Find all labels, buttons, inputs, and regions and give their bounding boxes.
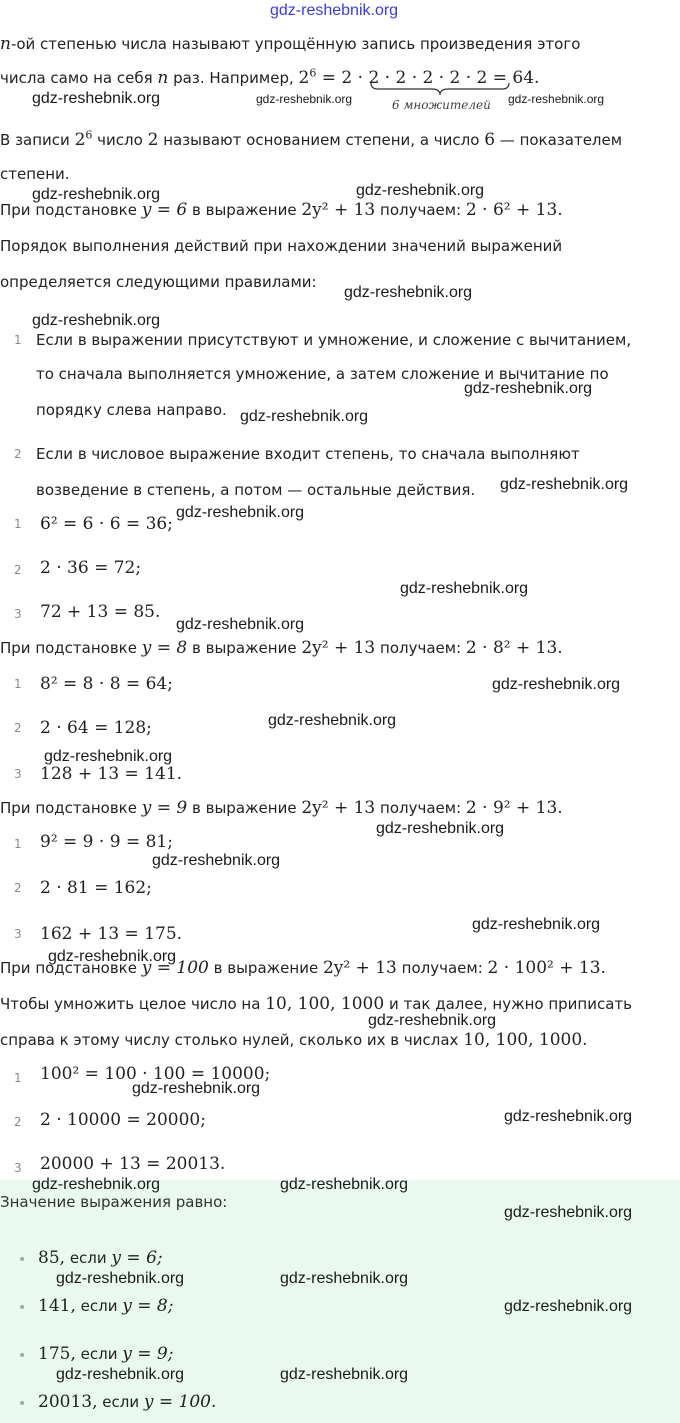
watermark: gdz-reshebnik.org <box>268 712 397 729</box>
t: y = 9; <box>122 1344 174 1364</box>
rule-1-line-2: то сначала выполняется умножение, а затем сложение и вычитание по <box>36 365 609 383</box>
t: 20013, <box>38 1392 98 1412</box>
t: 2 · 8² + 13. <box>465 638 563 658</box>
t: если <box>69 1249 107 1267</box>
t: 2 <box>147 130 159 150</box>
watermark: gdz-reshebnik.org <box>508 92 605 106</box>
note-line-1 <box>0 994 632 1014</box>
substitution-y100 <box>0 958 606 978</box>
rule-2-line-1: Если в числовое выражение входит степень, то сначала выполняют <box>36 445 580 463</box>
t: если <box>80 1297 118 1315</box>
answer-block <box>0 1176 680 1423</box>
t: 2y² + 13 <box>301 200 376 220</box>
step: 162 + 13 = 175. <box>40 924 183 944</box>
t: — показателем <box>499 131 623 149</box>
intro-text-2: числа само на себя <box>0 69 153 87</box>
watermark: gdz-reshebnik.org <box>32 90 161 107</box>
note-line-2 <box>0 1030 588 1050</box>
t: y = 8 <box>141 638 188 658</box>
rules-intro-2: определяется следующими правилами: <box>0 273 317 291</box>
bullet: • <box>18 1300 27 1316</box>
watermark: gdz-reshebnik.org <box>240 408 369 425</box>
step: 9² = 9 · 9 = 81; <box>40 832 173 852</box>
t: в выражение <box>192 639 297 657</box>
rule-1-line-3: порядку слева направо. <box>36 401 227 419</box>
t: называют основанием степени, а число <box>163 131 480 149</box>
step: 2 · 64 = 128; <box>40 718 152 738</box>
watermark: gdz-reshebnik.org <box>464 380 593 397</box>
answer-item <box>38 1344 173 1364</box>
step-number: 1 <box>14 1071 22 1085</box>
watermark: gdz-reshebnik.org <box>500 476 629 493</box>
watermark: gdz-reshebnik.org <box>344 284 473 301</box>
watermark: gdz-reshebnik.org <box>48 948 177 965</box>
watermark: gdz-reshebnik.org <box>504 1204 633 1221</box>
t: 85, <box>38 1248 66 1268</box>
t: число <box>97 131 143 149</box>
t: 2 · 9² + 13. <box>465 798 563 818</box>
watermark: gdz-reshebnik.org <box>256 92 353 106</box>
intro-line-3 <box>0 130 622 150</box>
t: y = 100 <box>141 958 209 978</box>
substitution-y8 <box>0 638 563 658</box>
t: Чтобы умножить целое число на <box>0 995 261 1013</box>
step: 2 · 81 = 162; <box>40 878 152 898</box>
watermark: gdz-reshebnik.org <box>368 1012 497 1029</box>
substitution-y6 <box>0 200 563 220</box>
power-product: = 2 · 2 · 2 · 2 · 2 · 2 = 64. <box>321 68 540 88</box>
rule-number: 1 <box>14 333 22 347</box>
step-number: 1 <box>14 837 22 851</box>
t: При подстановке <box>0 959 137 977</box>
watermark: gdz-reshebnik.org <box>132 1080 261 1097</box>
step-number: 3 <box>14 767 22 781</box>
brace-label: 6 множителей <box>392 98 491 112</box>
watermark: gdz-reshebnik.org <box>32 312 161 329</box>
t: При подстановке <box>0 799 137 817</box>
underbrace <box>370 82 510 96</box>
watermark: gdz-reshebnik.org <box>56 1366 185 1383</box>
t: и так далее, нужно приписать <box>388 995 632 1013</box>
step: 20000 + 13 = 20013. <box>40 1154 226 1174</box>
t: 10, 100, 1000. <box>463 1030 588 1050</box>
t: 2 <box>74 130 86 150</box>
step-number: 3 <box>14 927 22 941</box>
rule-1-line-1: Если в выражении присутствуют и умножение, и сложение с вычитанием, <box>36 331 632 349</box>
intro-line-1 <box>0 34 580 54</box>
answer-item <box>38 1296 173 1316</box>
step-number: 1 <box>14 517 22 531</box>
t: При подстановке <box>0 639 137 657</box>
watermark: gdz-reshebnik.org <box>400 580 529 597</box>
power-base: 2 <box>298 68 310 88</box>
t: 6 <box>484 130 496 150</box>
t: y = 8; <box>122 1296 174 1316</box>
bullet: • <box>18 1396 27 1412</box>
watermark: gdz-reshebnik.org <box>504 1298 633 1315</box>
t: 6 <box>85 128 93 142</box>
t: получаем: <box>401 959 483 977</box>
t: в выражение <box>192 201 297 219</box>
step-number: 3 <box>14 607 22 621</box>
t: получаем: <box>380 639 462 657</box>
t: y = 100. <box>143 1392 217 1412</box>
bullet: • <box>18 1348 27 1364</box>
step-number: 2 <box>14 881 22 895</box>
step: 128 + 13 = 141. <box>40 764 183 784</box>
watermark: gdz-reshebnik.org <box>492 676 621 693</box>
answer-item <box>38 1248 163 1268</box>
rules-intro-1: Порядок выполнения действий при нахождении значений выражений <box>0 237 563 255</box>
power-26 <box>75 130 93 150</box>
t: в выражение <box>192 799 297 817</box>
step: 2 · 36 = 72; <box>40 558 142 578</box>
t: 2 · 100² + 13. <box>487 958 606 978</box>
t: 2y² + 13 <box>301 638 376 658</box>
watermark-top: gdz-reshebnik.org <box>270 2 399 19</box>
step-number: 2 <box>14 563 22 577</box>
step-number: 1 <box>14 677 22 691</box>
t: 2y² + 13 <box>322 958 397 978</box>
watermark: gdz-reshebnik.org <box>280 1270 409 1287</box>
t: если <box>102 1393 140 1411</box>
t: В записи <box>0 131 70 149</box>
t: получаем: <box>380 201 462 219</box>
watermark: gdz-reshebnik.org <box>280 1366 409 1383</box>
intro-text-2b: раз. Например, <box>173 69 294 87</box>
t: При подстановке <box>0 201 137 219</box>
t: получаем: <box>380 799 462 817</box>
t: 175, <box>38 1344 76 1364</box>
t: если <box>80 1345 118 1363</box>
watermark: gdz-reshebnik.org <box>280 1176 409 1193</box>
answer-title: Значение выражения равно: <box>0 1193 228 1211</box>
step-number: 2 <box>14 1115 22 1129</box>
t: 2y² + 13 <box>301 798 376 818</box>
step: 2 · 10000 = 20000; <box>40 1110 206 1130</box>
substitution-y9 <box>0 798 563 818</box>
power-exp: 6 <box>309 66 317 80</box>
step-number: 3 <box>14 1161 22 1175</box>
t: y = 6 <box>141 200 188 220</box>
intro-line-4: степени. <box>0 165 70 183</box>
watermark: gdz-reshebnik.org <box>472 916 601 933</box>
answer-item <box>38 1392 216 1412</box>
step: 8² = 8 · 8 = 64; <box>40 674 173 694</box>
watermark: gdz-reshebnik.org <box>176 616 305 633</box>
watermark: gdz-reshebnik.org <box>376 820 505 837</box>
watermark: gdz-reshebnik.org <box>44 748 173 765</box>
step: 100² = 100 · 100 = 10000; <box>40 1064 271 1084</box>
t: 2 · 6² + 13. <box>465 200 563 220</box>
intro-text-1: -ой степенью числа называют упрощённую запись произведения этого <box>10 35 581 53</box>
var-n-2: n <box>157 68 169 88</box>
watermark: gdz-reshebnik.org <box>56 1270 185 1287</box>
watermark: gdz-reshebnik.org <box>152 852 281 869</box>
step-number: 2 <box>14 721 22 735</box>
t: y = 6; <box>111 1248 163 1268</box>
watermark: gdz-reshebnik.org <box>176 504 305 521</box>
watermark: gdz-reshebnik.org <box>32 186 161 203</box>
t: справа к этому числу столько нулей, сколько их в числах <box>0 1031 459 1049</box>
step: 6² = 6 · 6 = 36; <box>40 514 173 534</box>
watermark: gdz-reshebnik.org <box>32 1176 161 1193</box>
rule-number: 2 <box>14 447 22 461</box>
var-n: n <box>0 34 11 54</box>
bullet: • <box>18 1252 27 1268</box>
step: 72 + 13 = 85. <box>40 602 161 622</box>
rule-2-line-2: возведение в степень, а потом — остальные действия. <box>36 481 476 499</box>
watermark: gdz-reshebnik.org <box>356 182 485 199</box>
t: 10, 100, 1000 <box>265 994 385 1014</box>
t: в выражение <box>213 959 319 977</box>
watermark: gdz-reshebnik.org <box>504 1108 633 1125</box>
t: 141, <box>38 1296 76 1316</box>
t: y = 9 <box>141 798 188 818</box>
